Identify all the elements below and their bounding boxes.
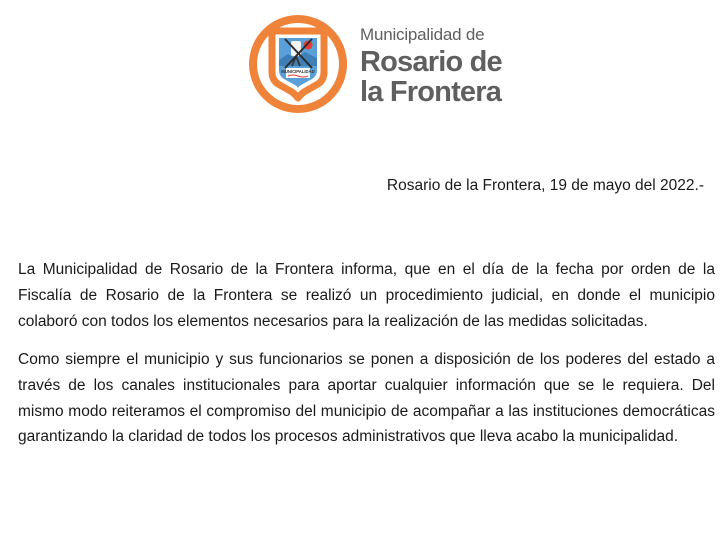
org-name-line2: Rosario de (360, 46, 502, 78)
body-paragraph-2: Como siempre el municipio y sus funcionarios se ponen a disposición de los poderes del estado a través de los canales institucionales para aportar cualquier información que se le requiera. Del mismo modo reiteramos el compromiso del municipio de acompañar a las instituciones democráticas garantizando la claridad de todos los procesos administrativos que lleva acabo la municipalidad. (18, 351, 715, 446)
document-date: Rosario de la Frontera, 19 de mayo del 2022.- (386, 177, 704, 194)
body-paragraph-1: La Municipalidad de Rosario de la Frontera informa, que en el día de la fecha por orden de la Fiscalía de Rosario de la Frontera se realizó un procedimiento judicial, en donde el municipio colaboró con todos los elementos necesarios para la realización de las medidas solicitadas. (18, 261, 715, 330)
org-name-line3: la Frontera (360, 76, 502, 108)
seal-ribbon-text: MUNICIPALIDAD (281, 69, 315, 74)
municipal-seal-logo (248, 14, 348, 114)
organization-name (360, 26, 518, 107)
letterhead (248, 12, 518, 118)
org-name-line1: Municipalidad de (360, 25, 485, 44)
